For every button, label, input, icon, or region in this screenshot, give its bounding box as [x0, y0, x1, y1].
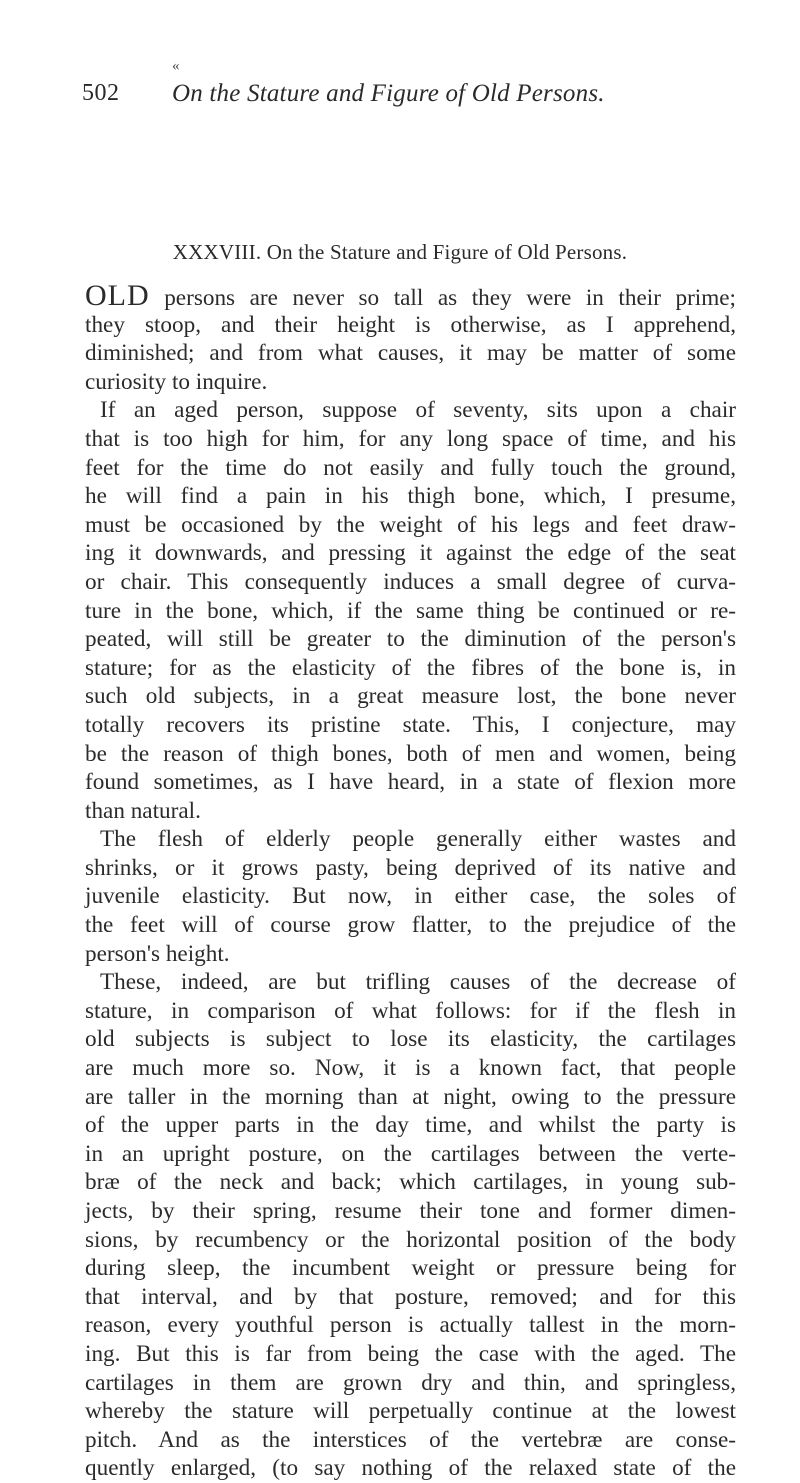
text-line: These, indeed, are but trifling causes of the decrease of: [100, 969, 736, 996]
text-line: bræ of the neck and back; which cartilages, in young sub-: [85, 1169, 736, 1196]
text-line: peated, will still be greater to the diminution of the person's: [85, 626, 736, 653]
text-line: he will find a pain in his thigh bone, which, I presume,: [85, 483, 736, 510]
text-line: that interval, and by that posture, removed; and for this: [85, 1283, 736, 1310]
text-line: in an upright posture, on the cartilages between the verte-: [85, 1140, 736, 1167]
text-line: ing it downwards, and pressing it against the edge of the seat: [85, 540, 736, 567]
text-line: sions, by recumbency or the horizontal position of the body: [85, 1226, 736, 1253]
text-line: The flesh of elderly people generally either wastes and: [100, 826, 736, 853]
text-line: diminished; and from what causes, it may be matter of some: [85, 340, 736, 367]
text-line: than natural.: [85, 797, 201, 824]
text-line: whereby the stature will perpetually continue at the lowest: [85, 1398, 736, 1425]
text-line: found sometimes, as I have heard, in a state of flexion more: [85, 769, 736, 796]
margin-marker: «: [172, 58, 180, 74]
body-text: [85, 279, 736, 1483]
running-title: On the Stature and Figure of Old Persons.: [172, 80, 605, 107]
text-line: curiosity to inquire.: [85, 368, 268, 395]
text-line: totally recovers its pristine state. This, I conjecture, may: [85, 711, 736, 738]
text-line: If an aged person, suppose of seventy, sits upon a chair: [100, 397, 736, 424]
text-line: must be occasioned by the weight of his legs and feet draw-: [85, 511, 736, 538]
text-line: during sleep, the incumbent weight or pressure being for: [85, 1255, 736, 1282]
text-line: that is too high for him, for any long space of time, and his: [85, 425, 736, 452]
text-line: stature; for as the elasticity of the fibres of the bone is, in: [85, 654, 736, 681]
text-line: be the reason of thigh bones, both of men and women, being: [85, 740, 736, 767]
text-line: reason, every youthful person is actually tallest in the morn-: [85, 1312, 736, 1339]
text-line: stature, in comparison of what follows: for if the flesh in: [85, 997, 736, 1024]
text-line: such old subjects, in a great measure lost, the bone never: [85, 683, 736, 710]
drop-cap: OLD: [85, 279, 150, 312]
chapter-heading: XXXVIII. On the Stature and Figure of Old Persons.: [172, 240, 628, 264]
text-line: juvenile elasticity. But now, in either case, the soles of: [85, 883, 736, 910]
text-line: OLD persons are never so tall as they were in their prime;: [85, 279, 736, 312]
text-line: are taller in the morning than at night, owing to the pressure: [85, 1083, 736, 1110]
text-line: cartilages in them are grown dry and thin, and springless,: [85, 1369, 736, 1396]
text-line: are much more so. Now, it is a known fact, that people: [85, 1055, 736, 1082]
text-line: ing. But this is far from being the case with the aged. The: [85, 1340, 736, 1367]
running-head: [0, 80, 800, 120]
text-line: old subjects is subject to lose its elasticity, the cartilages: [85, 1026, 736, 1053]
text-line: pitch. And as the interstices of the vertebræ are conse-: [85, 1426, 736, 1453]
text-line: the feet will of course grow flatter, to the prejudice of the: [85, 912, 736, 939]
text-line: person's height.: [85, 940, 230, 967]
text-line: feet for the time do not easily and fully touch the ground,: [85, 454, 736, 481]
text-line: shrinks, or it grows pasty, being deprived of its native and: [85, 854, 736, 881]
text-line: ture in the bone, which, if the same thing be continued or re-: [85, 597, 736, 624]
text-line: of the upper parts in the day time, and whilst the party is: [85, 1112, 736, 1139]
text-line: they stoop, and their height is otherwise, as I apprehend,: [85, 311, 736, 338]
text-line: jects, by their spring, resume their tone and former dimen-: [85, 1198, 736, 1224]
page-number: 502: [82, 80, 120, 106]
text-line: or chair. This consequently induces a small degree of curva-: [85, 568, 736, 595]
text-line: quently enlarged, (to say nothing of the relaxed state of the: [85, 1455, 736, 1482]
